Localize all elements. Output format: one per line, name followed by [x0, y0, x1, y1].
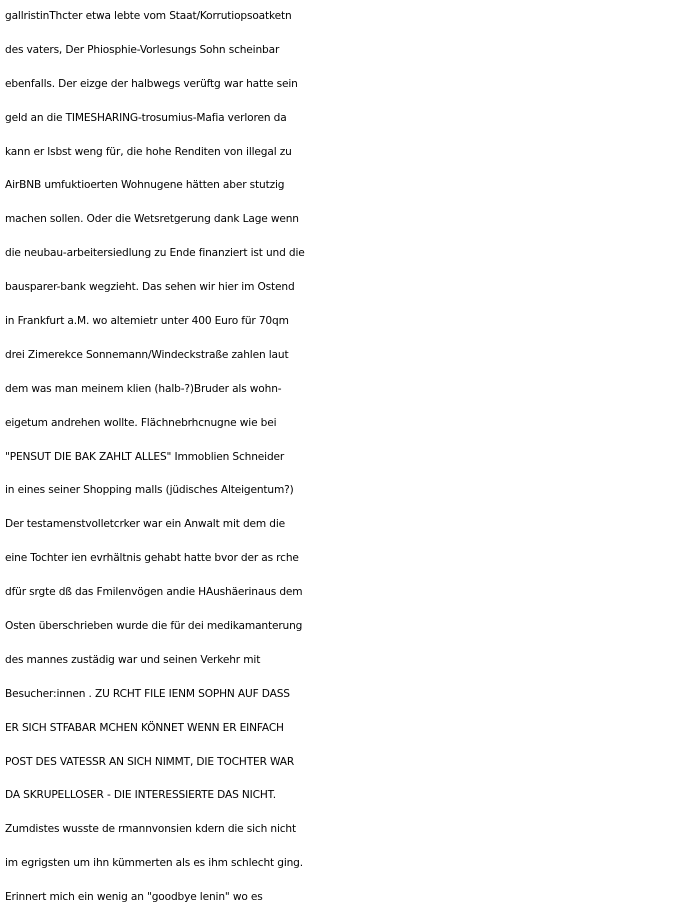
text-line: im egrigsten um ihn kümmerten als es ihm schlecht ging. [5, 857, 303, 870]
text-line: die neubau-arbeitersiedlung zu Ende finanziert ist und die [5, 247, 305, 260]
text-line: ebenfalls. Der eizge der halbwegs verüftg war hatte sein [5, 77, 298, 90]
text-line: Besucher:innen . ZU RCHT FILE IENM SOPHN AUF DASS [5, 687, 290, 700]
text-line: Zumdistes wusste de rmannvonsien kdern die sich nicht [5, 823, 296, 836]
text-line: POST DES VATESSR AN SICH NIMMT, DIE TOCHTER WAR [5, 755, 295, 768]
text-line: geld an die TIMESHARING-trosumius-Mafia verloren da [5, 111, 287, 124]
text-line: in Frankfurt a.M. wo altemietr unter 400 Euro für 70qm [5, 315, 289, 328]
text-line: in eines seiner Shopping malls (jüdisches Alteigentum?) [5, 484, 294, 497]
text-line: dfür srgte dß das Fmilenvögen andie HAushäerinaus dem [5, 586, 303, 599]
text-line: eine Tochter ien evrhältnis gehabt hatte bvor der as rche [5, 552, 299, 565]
text-line: "PENSUT DIE BAK ZAHLT ALLES" Immoblien Schneider [5, 450, 285, 463]
text-line: drei Zimerekce Sonnemann/Windeckstraße zahlen laut [5, 348, 289, 361]
text-line: Osten überschrieben wurde die für dei medikamanterung [5, 620, 303, 633]
document-text [5, 0, 684, 915]
text-line: eigetum andrehen wollte. Flächnebrhcnugne wie bei [5, 416, 277, 429]
text-line: kann er lsbst weng für, die hohe Renditen von illegal zu [5, 145, 292, 158]
text-line: Erinnert mich ein wenig an "goodbye lenin" wo es [5, 891, 263, 904]
text-line: dem was man meinem klien (halb-?)Bruder als wohn- [5, 382, 282, 395]
text-line: machen sollen. Oder die Wetsretgerung dank Lage wenn [5, 213, 299, 226]
text-line: Der testamenstvolletcrker war ein Anwalt mit dem die [5, 518, 286, 531]
text-line: AirBNB umfuktioerten Wohnugene hätten aber stutzig [5, 179, 285, 192]
text-line: des vaters, Der Phiosphie-Vorlesungs Sohn scheinbar [5, 43, 280, 56]
text-line: ER SICH STFABAR MCHEN KÖNNET WENN ER EINFACH [5, 721, 284, 734]
text-line: DA SKRUPELLOSER - DIE INTERESSIERTE DAS NICHT. [5, 789, 276, 802]
text-line: des mannes zustädig war und seinen Verkehr mit [5, 653, 261, 666]
text-line: bausparer-bank wegzieht. Das sehen wir hier im Ostend [5, 281, 295, 294]
text-line: gallristinThcter etwa lebte vom Staat/Korrutiopsoatketn [5, 10, 292, 22]
